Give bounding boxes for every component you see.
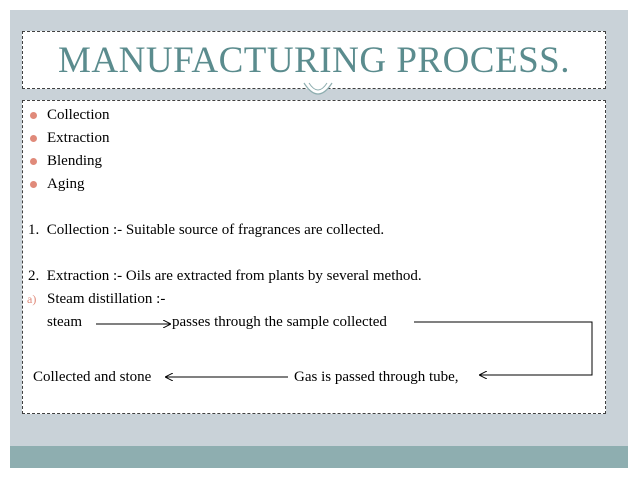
slide-title: MANUFACTURING PROCESS. xyxy=(58,39,570,81)
flow-collected: Collected and stone xyxy=(33,369,152,385)
bullet-item-extraction: Extraction xyxy=(47,130,110,146)
step-collection: 1. Collection :- Suitable source of fragrances are collected. xyxy=(28,222,385,238)
sub-item-marker: a) xyxy=(27,292,37,306)
flow-gas: Gas is passed through tube, xyxy=(294,369,459,385)
arrow-loop-to-gas xyxy=(414,322,592,375)
bullet-item-aging: Aging xyxy=(47,176,85,192)
flow-steam: steam xyxy=(47,314,82,330)
bullet-item-blending: Blending xyxy=(47,153,102,169)
bullet-item-collection: Collection xyxy=(47,107,110,123)
step-extraction: 2. Extraction :- Oils are extracted from plants by several method. xyxy=(28,268,422,284)
steam-distillation-label: Steam distillation :- xyxy=(47,291,166,307)
flow-passes: passes through the sample collected xyxy=(172,314,387,330)
